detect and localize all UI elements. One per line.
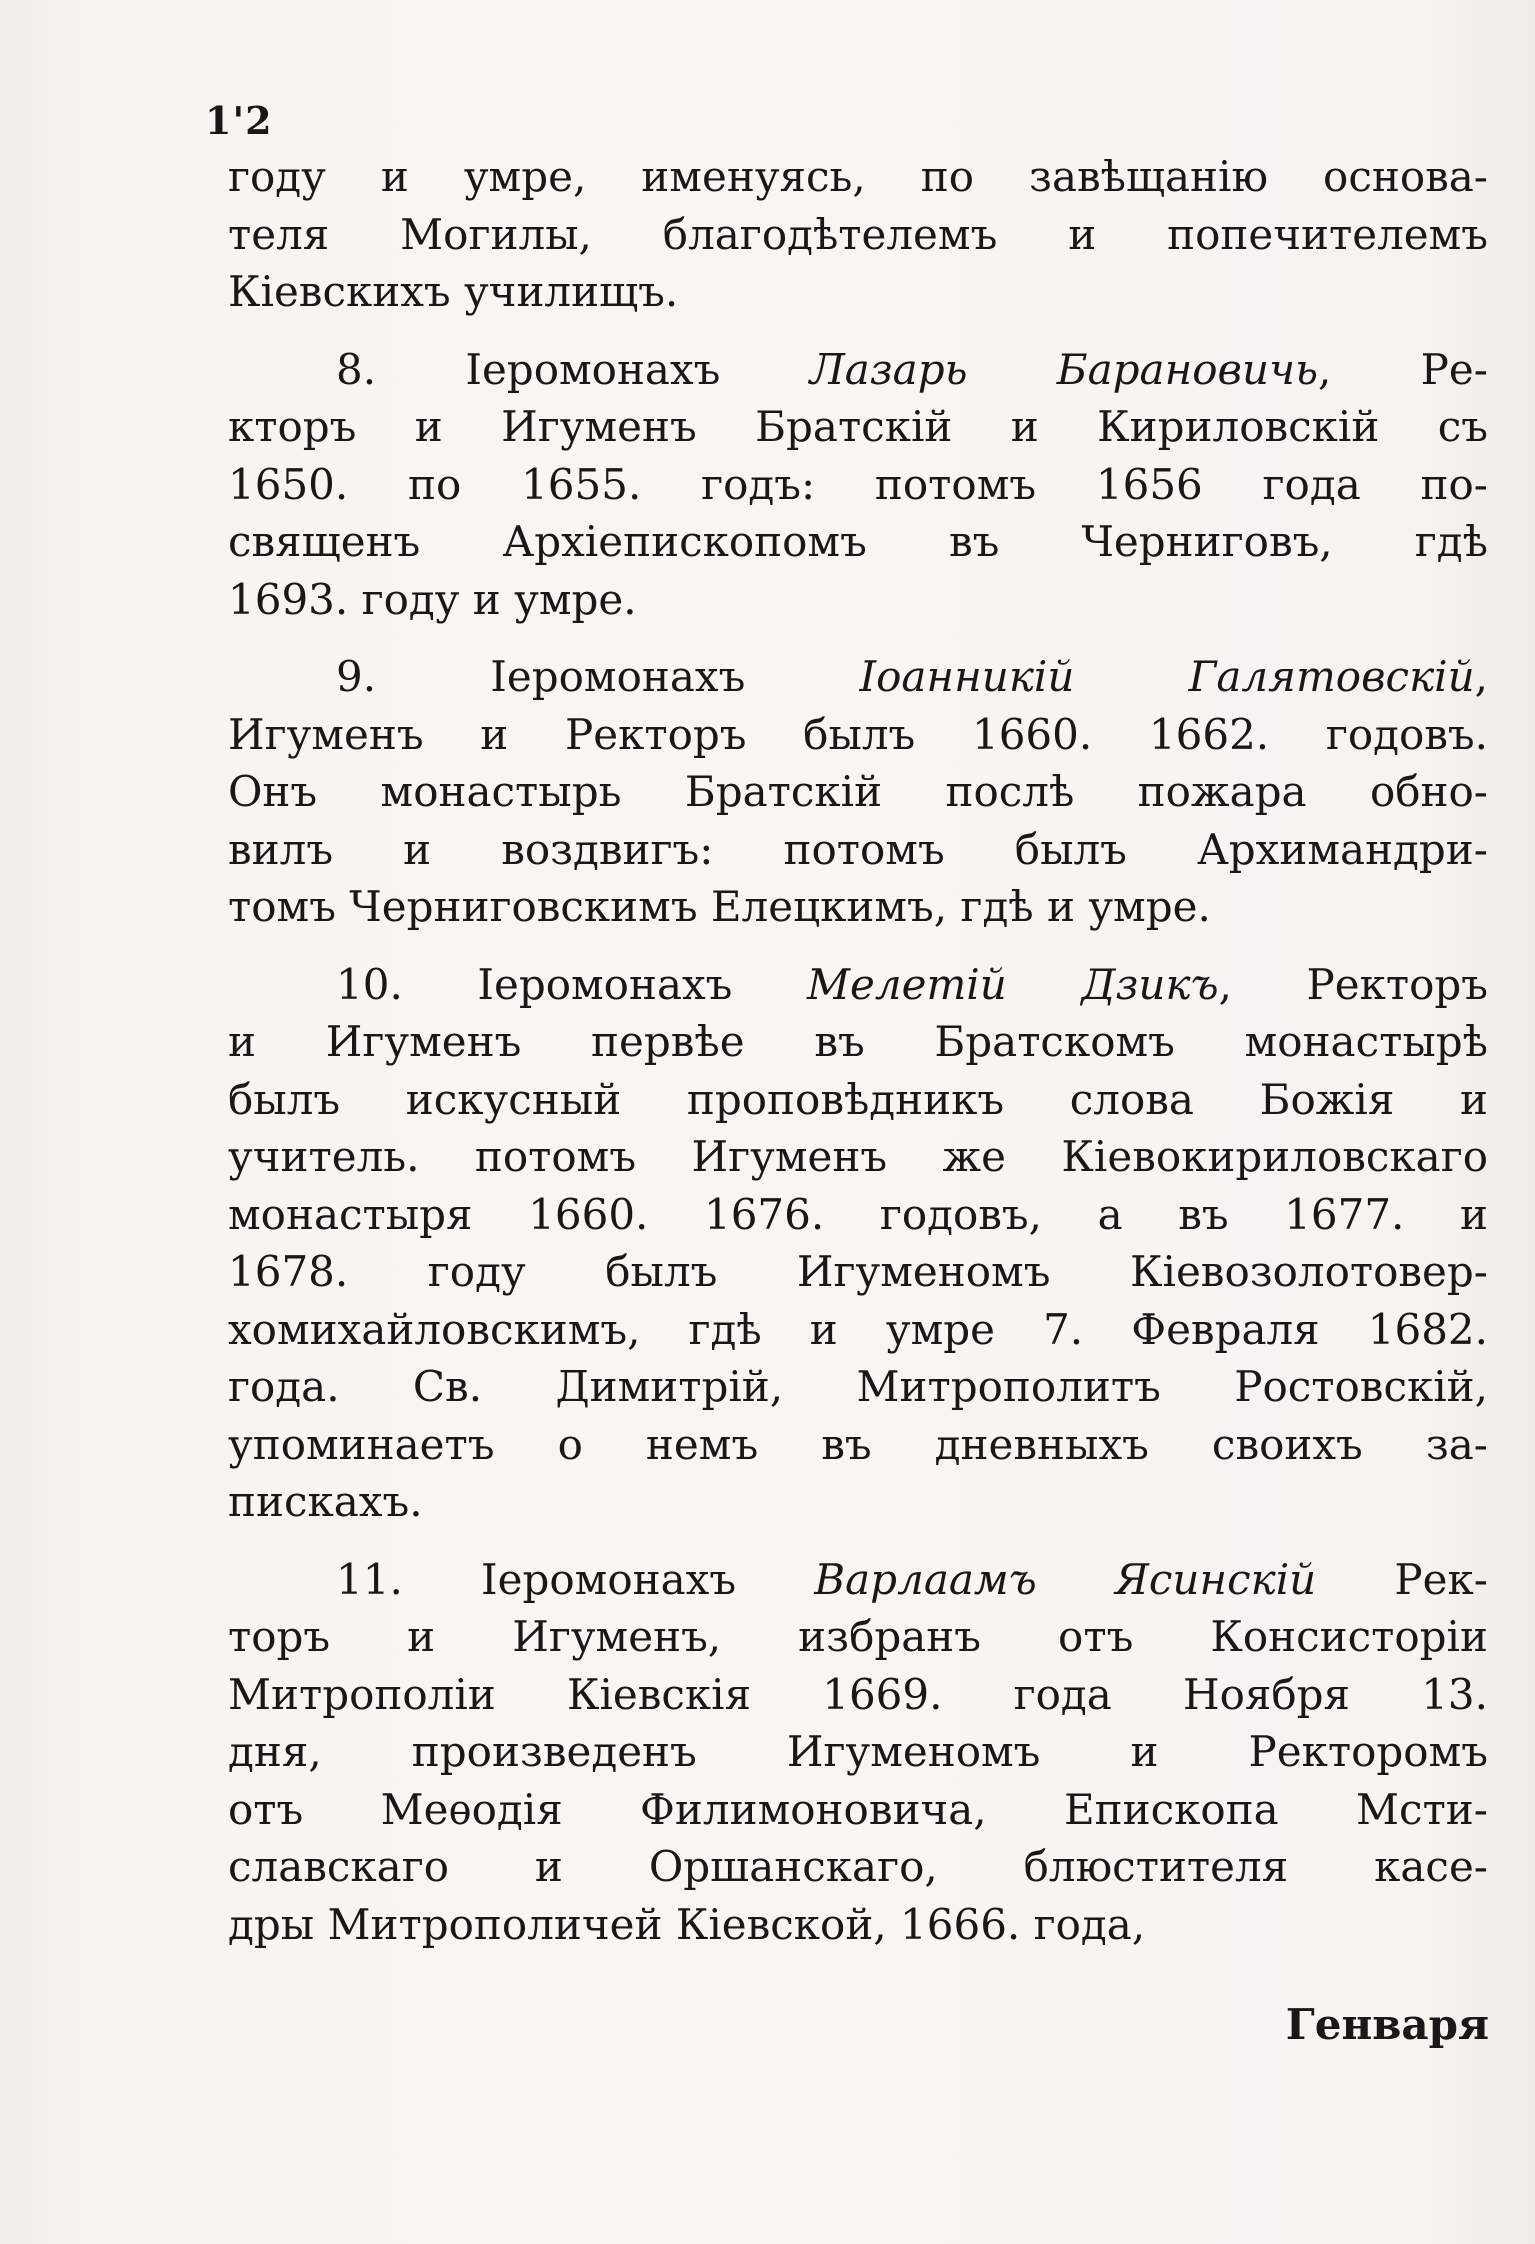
text-segment: Игуменъ и Ректоръ былъ 1660. 1662. годовъ. — [228, 709, 1488, 759]
text-segment: 1693. году и умре. — [228, 574, 637, 624]
text-segment: и Игуменъ первѣе въ Братскомъ монастырѣ — [228, 1017, 1488, 1066]
paragraph-gap — [228, 936, 1488, 956]
text-segment: 1650. по 1655. годъ: потомъ 1656 года по- — [228, 459, 1488, 509]
text-line — [228, 1301, 1488, 1359]
paragraph-gap — [228, 628, 1488, 648]
text-segment: славскаго и Оршанскаго, блюстителя касе- — [228, 1842, 1488, 1891]
text-line — [228, 878, 1488, 936]
text-line — [228, 206, 1488, 264]
text-line — [228, 1358, 1488, 1416]
person-name: Іоанникій Галятовскій — [859, 652, 1475, 701]
person-name: Варлаамъ Ясинскій — [814, 1554, 1317, 1604]
text-line — [228, 398, 1488, 456]
text-line — [228, 1608, 1488, 1666]
text-line — [228, 263, 1488, 321]
text-segment: 1678. году былъ Игуменомъ Кіевозолотовер- — [228, 1247, 1488, 1296]
text-segment: томъ Черниговскимъ Елецкимъ, гдѣ и умре. — [228, 882, 1211, 931]
text-segment: Кіевскихъ училищъ. — [228, 267, 679, 316]
text-segment: году и умре, именуясь, по завѣщанію основа- — [228, 152, 1488, 201]
text-segment: дры Митрополичей Кіевской, 1666. года, — [228, 1899, 1146, 1949]
text-segment: былъ искусный проповѣдникъ слова Божія и — [228, 1074, 1488, 1124]
paragraph-gap — [228, 1531, 1488, 1551]
text-segment: вилъ и воздвигъ: потомъ былъ Архимандри- — [228, 824, 1488, 874]
text-segment: 11. Іеромонахъ — [336, 1554, 815, 1604]
text-line — [228, 1416, 1488, 1474]
text-segment: торъ и Игуменъ, избранъ отъ Консисторіи — [228, 1612, 1488, 1661]
text-line — [228, 1781, 1488, 1839]
text-line — [228, 648, 1488, 706]
text-segment: упоминаетъ о немъ въ дневныхъ своихъ за- — [228, 1419, 1488, 1469]
person-name: Мелетій Дзикъ — [807, 959, 1219, 1009]
text-segment: пискахъ. — [228, 1477, 423, 1526]
text-line — [228, 1666, 1488, 1724]
text-segment: учитель. потомъ Игуменъ же Кіевокириловскаго — [228, 1132, 1488, 1181]
main-text — [228, 148, 1488, 1953]
text-line — [228, 456, 1488, 514]
text-line — [228, 1128, 1488, 1186]
text-line — [228, 571, 1488, 629]
text-segment: , — [1474, 652, 1488, 701]
text-line — [228, 148, 1488, 206]
catchword: Генваря — [1285, 2000, 1489, 2049]
text-line — [228, 1071, 1488, 1129]
text-segment: священъ Архіепископомъ въ Черниговъ, гдѣ — [228, 517, 1488, 566]
person-name: Лазарь Барановичь — [809, 344, 1319, 394]
text-line — [228, 1243, 1488, 1301]
text-line — [228, 1473, 1488, 1531]
text-segment: , Ре- — [1318, 344, 1488, 394]
page-number: 1'2 — [205, 98, 273, 143]
text-segment: года. Св. Димитрій, Митрополитъ Ростовскій, — [228, 1362, 1488, 1411]
text-line — [228, 763, 1488, 821]
paragraph-gap — [228, 321, 1488, 341]
text-line — [228, 341, 1488, 399]
text-line — [228, 1838, 1488, 1896]
text-line — [228, 821, 1488, 879]
text-segment: отъ Меѳодія Филимоновича, Епископа Мсти- — [228, 1784, 1488, 1834]
text-line — [228, 1551, 1488, 1609]
text-segment: Митрополіи Кіевскія 1669. года Ноября 13. — [228, 1669, 1488, 1719]
text-segment: Онъ монастырь Братскій послѣ пожара обно- — [228, 767, 1488, 816]
text-segment: теля Могилы, благодѣтелемъ и попечителемъ — [228, 209, 1488, 259]
text-segment: кторъ и Игуменъ Братскій и Кириловскій съ — [228, 402, 1488, 451]
text-segment: дня, произведенъ Игуменомъ и Ректоромъ — [228, 1727, 1488, 1776]
text-line — [228, 1186, 1488, 1244]
text-segment: , Ректоръ — [1218, 959, 1488, 1009]
text-line — [228, 513, 1488, 571]
text-segment: 8. Іеромонахъ — [336, 344, 810, 394]
text-line — [228, 1723, 1488, 1781]
text-line — [228, 956, 1488, 1014]
text-line — [228, 1896, 1488, 1954]
text-line — [228, 1013, 1488, 1071]
text-segment: хомихайловскимъ, гдѣ и умре 7. Февраля 1682. — [228, 1304, 1488, 1354]
text-line — [228, 706, 1488, 764]
text-segment: монастыря 1660. 1676. годовъ, а въ 1677. и — [228, 1189, 1488, 1239]
text-segment: 9. Іеромонахъ — [336, 652, 860, 701]
text-segment: Рек- — [1316, 1554, 1488, 1604]
text-segment: 10. Іеромонахъ — [336, 959, 808, 1009]
